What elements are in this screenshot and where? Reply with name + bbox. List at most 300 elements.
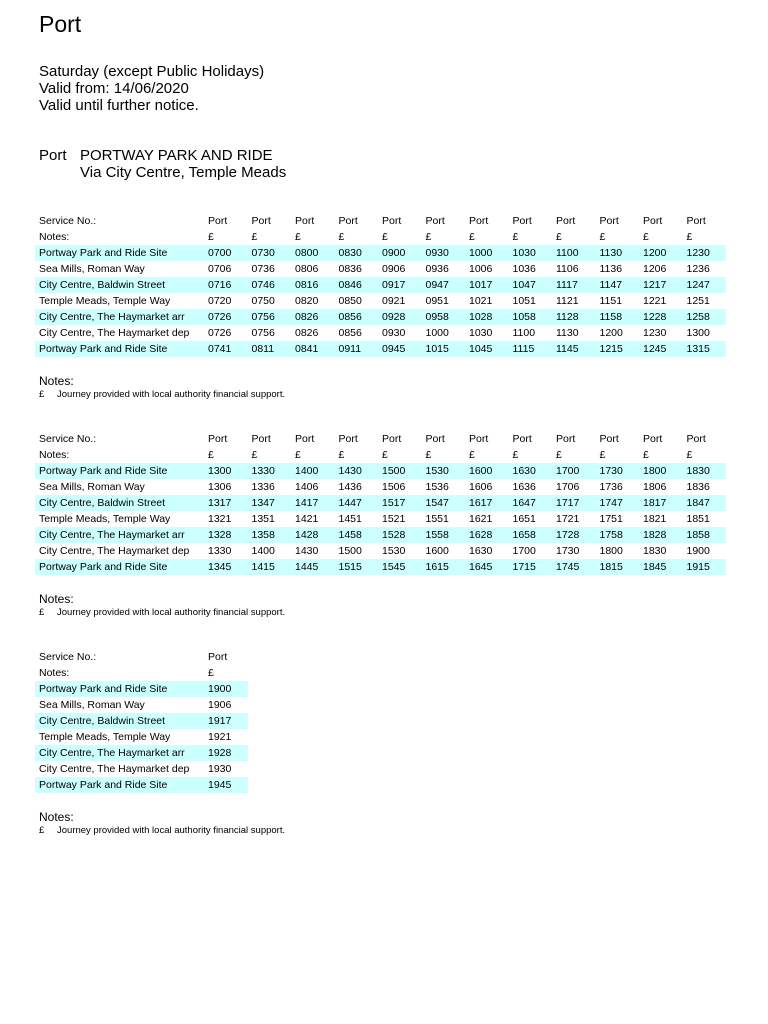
departure-time: 1800 [639,463,683,479]
departure-time: 0826 [291,309,335,325]
departure-time: 1430 [295,545,319,557]
departure-time: 1417 [291,495,335,511]
departure-time: 1300 [204,463,248,479]
departure-time: 1945 [204,777,248,793]
departure-time: 0958 [422,309,466,325]
departure-time: 0947 [422,277,466,293]
service-number: Port [208,433,228,445]
departure-time: 1400 [251,545,275,557]
departure-time: 0928 [378,309,422,325]
departure-time: 0806 [295,263,319,275]
service-number-label: Service No.: [39,651,97,663]
stop-name: City Centre, The Haymarket arr [35,745,204,761]
departure-time: 1136 [599,263,623,275]
departure-time: 1245 [639,341,683,357]
departure-time: 1830 [683,463,727,479]
departure-time: 1628 [465,527,509,543]
timetable-block-3 [35,649,248,793]
departure-time: 1045 [465,341,509,357]
stop-row [35,745,248,761]
departure-time: 1236 [686,263,710,275]
note-symbol: £ [512,231,519,243]
service-number: Port [251,215,271,227]
stop-name: Temple Meads, Temple Way [39,295,171,307]
departure-time: 1406 [295,481,319,493]
departure-time: 0726 [204,309,248,325]
departure-time: 1347 [248,495,292,511]
departure-time: 0846 [335,277,379,293]
validity-info [39,63,264,114]
notes-label: Notes: [39,667,70,679]
departure-time: 0841 [291,341,335,357]
service-number: Port [686,433,706,445]
note-symbol: £ [251,231,258,243]
departure-time: 1228 [639,309,683,325]
departure-time: 1815 [596,559,640,575]
stop-row [35,479,726,495]
stop-row [35,697,248,713]
departure-time: 1117 [552,277,596,293]
departure-time: 1445 [291,559,335,575]
departure-time: 0750 [251,295,275,307]
departure-time: 1306 [208,481,232,493]
departure-time: 1821 [643,513,667,525]
route-code: Port [39,147,67,164]
departure-time: 1000 [425,327,449,339]
service-number: Port [425,433,445,445]
departure-time: 1615 [422,559,466,575]
departure-time: 1828 [639,527,683,543]
departure-time: 1106 [556,263,579,275]
departure-time: 1047 [509,277,553,293]
departure-time: 1147 [596,277,640,293]
departure-time: 0816 [291,277,335,293]
service-number: Port [643,215,663,227]
departure-time: 1836 [686,481,710,493]
departure-time: 1928 [204,745,248,761]
stop-name: City Centre, The Haymarket dep [39,763,190,775]
notes-heading: Notes: [39,592,74,606]
departure-time: 1300 [686,327,710,339]
stop-name: City Centre, The Haymarket dep [39,545,190,557]
stop-row [35,761,248,777]
service-number-label: Service No.: [39,215,97,227]
departure-time: 1621 [469,513,493,525]
note-symbol: £ [643,449,649,461]
departure-time: 1630 [469,545,493,557]
departure-time: 1630 [509,463,553,479]
timetable-block-2 [35,431,726,575]
departure-time: 1730 [556,545,580,557]
page-title: Port [39,11,82,37]
departure-time: 0756 [251,327,275,339]
notes-block-3 [39,810,285,836]
service-number-row [35,213,726,229]
departure-time: 1447 [335,495,379,511]
stop-name: Temple Meads, Temple Way [39,731,171,743]
departure-time: 1436 [338,481,362,493]
stop-name: Portway Park and Ride Site [35,463,204,479]
note-symbol: £ [295,449,301,461]
departure-time: 1130 [596,245,640,261]
departure-time: 1200 [639,245,683,261]
notes-block-1 [39,374,285,400]
timetable [35,431,726,575]
departure-time: 0716 [204,277,248,293]
departure-time: 0921 [382,295,406,307]
footnote-text: Journey provided with local authority financial support. [57,389,286,400]
route-via: Via City Centre, Temple Meads [80,164,287,181]
departure-time: 1845 [639,559,683,575]
departure-time: 1230 [683,245,727,261]
stop-row [35,463,726,479]
departure-time: 1206 [643,263,667,275]
note-symbol: £ [425,449,432,461]
notes-row [35,447,726,463]
departure-time: 1647 [509,495,553,511]
service-number: Port [599,433,619,445]
notes-label: Notes: [39,231,70,243]
stop-row [35,777,248,793]
note-symbol: £ [556,449,562,461]
service-number: Port [382,215,402,227]
departure-time: 1345 [204,559,248,575]
note-symbol: £ [556,231,562,243]
departure-time: 1700 [512,545,536,557]
departure-time: 0700 [204,245,248,261]
departure-time: 1430 [335,463,379,479]
departure-time: 1600 [425,545,449,557]
departure-time: 1736 [599,481,623,493]
departure-time: 1651 [512,513,536,525]
notes-block-2 [39,592,285,618]
timetable [35,213,726,357]
departure-time: 1506 [382,481,406,493]
departure-time: 0936 [425,263,449,275]
departure-time: 0856 [338,327,362,339]
departure-time: 0945 [378,341,422,357]
departure-time: 1515 [335,559,379,575]
footnote-text: Journey provided with local authority financial support. [57,825,286,836]
service-number: Port [556,433,576,445]
service-number: Port [512,433,532,445]
departure-time: 1930 [208,763,232,775]
note-symbol: £ [338,231,345,243]
notes-row [35,665,248,681]
service-number: Port [469,215,489,227]
departure-time: 1058 [509,309,553,325]
departure-time: 0906 [382,263,406,275]
departure-time: 1900 [686,545,710,557]
valid-from: Valid from: 14/06/2020 [39,80,189,97]
departure-time: 1921 [208,731,232,743]
service-number: Port [382,433,402,445]
departure-time: 0736 [251,263,275,275]
service-number: Port [686,215,706,227]
departure-time: 0756 [248,309,292,325]
note-symbol: £ [382,231,388,243]
stop-name: City Centre, Baldwin Street [35,495,204,511]
departure-time: 1717 [552,495,596,511]
service-number: Port [469,433,489,445]
departure-time: 0720 [208,295,232,307]
departure-time: 1721 [556,513,580,525]
service-number: Port [295,215,315,227]
departure-time: 1258 [683,309,727,325]
departure-time: 1730 [596,463,640,479]
departure-time: 1751 [599,513,623,525]
departure-time: 1328 [204,527,248,543]
stop-row [35,511,726,527]
footnote-text: Journey provided with local authority financial support. [57,607,286,618]
departure-time: 1517 [378,495,422,511]
departure-time: 1545 [378,559,422,575]
departure-time: 1547 [422,495,466,511]
departure-time: 1851 [686,513,710,525]
stop-name: Sea Mills, Roman Way [39,481,145,493]
departure-time: 1121 [556,295,579,307]
departure-time: 1321 [208,513,232,525]
departure-time: 0706 [208,263,232,275]
service-number-row [35,431,726,447]
note-symbol: £ [338,449,345,461]
departure-time: 1051 [512,295,536,307]
departure-time: 0951 [425,295,449,307]
stop-name: Portway Park and Ride Site [35,341,204,357]
departure-time: 1645 [465,559,509,575]
departure-time: 1030 [469,327,493,339]
departure-time: 1915 [683,559,727,575]
valid-until: Valid until further notice. [39,97,199,114]
service-number: Port [295,433,315,445]
notes-heading: Notes: [39,810,74,824]
stop-row [35,681,248,697]
departure-time: 0726 [208,327,232,339]
note-symbol: £ [208,231,214,243]
departure-time: 0811 [248,341,292,357]
departure-time: 1728 [552,527,596,543]
departure-time: 0826 [295,327,319,339]
departure-time: 1358 [248,527,292,543]
departure-time: 0820 [295,295,319,307]
departure-time: 1500 [378,463,422,479]
stop-row [35,309,726,325]
route-destination: PORTWAY PARK AND RIDE [80,147,273,164]
departure-time: 1000 [465,245,509,261]
note-symbol: £ [686,231,693,243]
departure-time: 0850 [338,295,362,307]
stop-name: Portway Park and Ride Site [35,681,204,697]
departure-time: 1015 [422,341,466,357]
service-number: Port [643,433,663,445]
footnote-symbol: £ [39,389,45,400]
service-number: Port [208,651,228,663]
note-symbol: £ [469,449,475,461]
departure-time: 1858 [683,527,727,543]
service-number: Port [556,215,576,227]
service-number-row [35,649,248,665]
note-symbol: £ [512,449,519,461]
departure-time: 1247 [683,277,727,293]
departure-time: 1530 [382,545,406,557]
departure-time: 1130 [556,327,579,339]
departure-time: 1021 [469,295,493,307]
departure-time: 0911 [335,341,379,357]
departure-time: 1230 [643,327,667,339]
note-symbol: £ [208,667,214,679]
departure-time: 1221 [643,295,667,307]
departure-time: 0900 [378,245,422,261]
stop-row [35,341,726,357]
departure-time: 1128 [552,309,596,325]
departure-time: 1330 [208,545,232,557]
departure-time: 1521 [382,513,406,525]
note-symbol: £ [599,449,606,461]
stop-name: City Centre, The Haymarket arr [35,527,204,543]
footnote [39,389,285,400]
note-symbol: £ [425,231,432,243]
departure-time: 1551 [425,513,449,525]
departure-time: 0746 [248,277,292,293]
departure-time: 1847 [683,495,727,511]
stop-row [35,527,726,543]
note-symbol: £ [251,449,258,461]
departure-time: 1336 [251,481,275,493]
departure-time: 1351 [251,513,275,525]
departure-time: 1617 [465,495,509,511]
departure-time: 1030 [509,245,553,261]
departure-time: 0730 [248,245,292,261]
service-number: Port [512,215,532,227]
stop-row [35,713,248,729]
note-symbol: £ [382,449,388,461]
service-number: Port [251,433,271,445]
stop-row [35,543,726,559]
departure-time: 1458 [335,527,379,543]
departure-time: 1636 [512,481,536,493]
stop-row [35,277,726,293]
departure-time: 1400 [291,463,335,479]
operating-days: Saturday (except Public Holidays) [39,63,265,80]
stop-name: City Centre, The Haymarket arr [35,309,204,325]
footnote [39,825,285,836]
stop-row [35,245,726,261]
departure-time: 1100 [552,245,596,261]
departure-time: 1600 [465,463,509,479]
stop-name: Portway Park and Ride Site [35,559,204,575]
departure-time: 1536 [425,481,449,493]
note-symbol: £ [643,231,649,243]
stop-row [35,495,726,511]
departure-time: 1817 [639,495,683,511]
departure-time: 1006 [469,263,493,275]
departure-time: 1900 [204,681,248,697]
departure-time: 1317 [204,495,248,511]
note-symbol: £ [208,449,214,461]
stop-row [35,261,726,277]
departure-time: 1215 [596,341,640,357]
departure-time: 1528 [378,527,422,543]
departure-time: 1036 [512,263,536,275]
departure-time: 0830 [335,245,379,261]
departure-time: 0930 [382,327,406,339]
departure-time: 0856 [335,309,379,325]
departure-time: 1806 [643,481,667,493]
departure-time: 1315 [683,341,727,357]
stop-name: Temple Meads, Temple Way [39,513,171,525]
departure-time: 1415 [248,559,292,575]
departure-time: 0836 [338,263,362,275]
stop-row [35,293,726,309]
timetable-block-1 [35,213,726,357]
departure-time: 1145 [552,341,596,357]
departure-time: 1251 [686,295,710,307]
departure-time: 0800 [291,245,335,261]
stop-name: Portway Park and Ride Site [35,245,204,261]
service-number: Port [338,433,358,445]
stop-name: Sea Mills, Roman Way [39,263,145,275]
departure-time: 1830 [643,545,667,557]
footnote-symbol: £ [39,825,45,836]
service-number: Port [338,215,358,227]
stop-row [35,325,726,341]
departure-time: 1158 [596,309,640,325]
stop-name: Sea Mills, Roman Way [39,699,145,711]
departure-time: 1421 [295,513,319,525]
service-number: Port [599,215,619,227]
departure-time: 1115 [509,341,553,357]
departure-time: 1428 [291,527,335,543]
stop-name: City Centre, Baldwin Street [35,277,204,293]
service-number: Port [425,215,445,227]
footnote-symbol: £ [39,607,45,618]
departure-time: 1700 [552,463,596,479]
service-number: Port [208,215,228,227]
timetable [35,649,248,793]
departure-time: 1758 [596,527,640,543]
departure-time: 1706 [556,481,580,493]
departure-time: 1200 [599,327,623,339]
departure-time: 1451 [338,513,362,525]
note-symbol: £ [295,231,301,243]
stop-row [35,559,726,575]
departure-time: 1217 [639,277,683,293]
stop-name: City Centre, Baldwin Street [35,713,204,729]
departure-time: 1747 [596,495,640,511]
departure-time: 1017 [465,277,509,293]
departure-time: 1028 [465,309,509,325]
departure-time: 1606 [469,481,493,493]
departure-time: 0930 [422,245,466,261]
departure-time: 1330 [248,463,292,479]
departure-time: 1906 [208,699,232,711]
departure-time: 1715 [509,559,553,575]
departure-time: 0917 [378,277,422,293]
departure-time: 1500 [338,545,362,557]
departure-time: 1151 [599,295,623,307]
stop-name: City Centre, The Haymarket dep [39,327,190,339]
notes-label: Notes: [39,449,70,461]
service-number-label: Service No.: [39,433,97,445]
notes-heading: Notes: [39,374,74,388]
departure-time: 1917 [204,713,248,729]
notes-row [35,229,726,245]
note-symbol: £ [599,231,606,243]
departure-time: 1745 [552,559,596,575]
note-symbol: £ [686,449,693,461]
departure-time: 1530 [422,463,466,479]
departure-time: 1100 [512,327,536,339]
